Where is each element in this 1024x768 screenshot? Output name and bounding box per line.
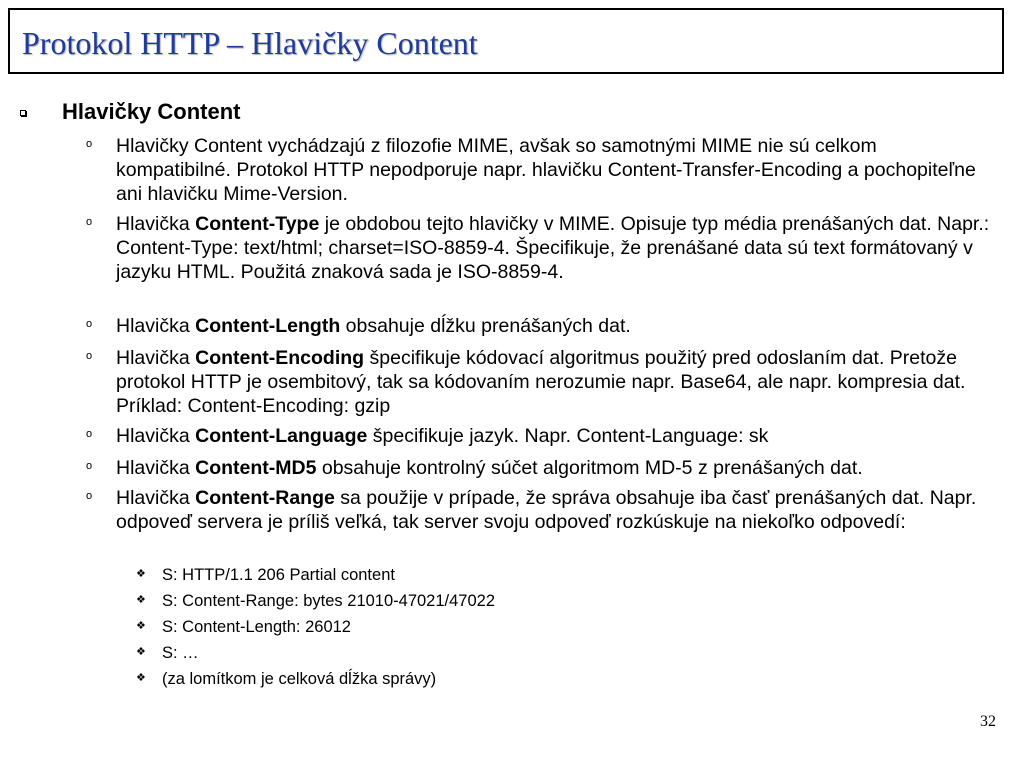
circle-bullet-icon: o [86,216,93,228]
diamond-bullet-icon: ❖ [136,620,146,632]
sub-item-text: (za lomítkom je celková dĺžka správy) [162,670,437,688]
item-text: sa použije v prípade, že správa obsahuje iba časť prenášaných dat. Napr. odpoveď servera je príliš veľká, tak server svoju odpoveď rozkúskuje na niekoľko odpovedí: [116,487,977,533]
sub-item-text: S: Content-Range: bytes 21010-47021/47022 [162,592,495,610]
header-term: Content-Type [195,213,320,235]
item-text: Hlavičky Content vychádzajú z filozofie MIME, avšak so samotnými MIME nie sú celkom kompatibilné. Protokol HTTP nepodporuje napr. hlavičku Content-Transfer-Encoding a pochopiteľne ani hlavičku Mime-Version. [116,135,976,205]
list-item-text [116,456,996,480]
item-prefix: Hlavička [116,425,190,447]
circle-bullet-icon: o [86,350,93,362]
circle-bullet-icon: o [86,428,93,440]
list-item-text [116,314,996,338]
slide-title: Protokol HTTP – Hlavičky Content [22,25,478,61]
item-text: špecifikuje kódovací algoritmus použitý pred odoslaním dat. Pretože protokol HTTP je osembitový, tak sa kódovaním nerozumie napr. Base64, ale napr. kompresia dat. Príklad: Content-Encoding: gzip [116,347,966,417]
diamond-bullet-icon: ❖ [136,646,146,658]
item-prefix: Hlavička [116,213,190,235]
circle-bullet-icon: o [86,490,93,502]
section-title: Hlavičky Content [62,99,241,124]
item-prefix: Hlavička [116,457,190,479]
square-bullet-icon [20,110,26,116]
list-item-text [116,424,996,448]
header-term: Content-Language [195,425,368,447]
header-term: Content-Range [195,487,335,509]
circle-bullet-icon: o [86,318,93,330]
sub-item-text: S: Content-Length: 26012 [162,618,351,636]
list-item-text [116,346,996,418]
item-text: obsahuje kontrolný súčet algoritmom MD-5 z prenášaných dat. [321,457,863,479]
header-term: Content-Length [195,315,341,337]
diamond-bullet-icon: ❖ [136,672,146,684]
header-term: Content-MD5 [195,457,317,479]
circle-bullet-icon: o [86,138,93,150]
list-item-text [116,134,996,206]
page-number: 32 [980,713,996,730]
sub-item-text: S: … [162,644,199,662]
item-text: je obdobou tejto hlavičky v MIME. Opisuje typ média prenášaných dat. Napr.: Content-Type: text/html; charset=ISO-8859-4. Špecifikuje, že prenášané data sú text formátovaný v jazyku HTML. Použitá znaková sada je ISO-8859-4. [116,213,990,283]
item-text: obsahuje dĺžku prenášaných dat. [345,315,631,337]
diamond-bullet-icon: ❖ [136,568,146,580]
header-term: Content-Encoding [195,347,365,369]
diamond-bullet-icon: ❖ [136,594,146,606]
item-prefix: Hlavička [116,487,190,509]
list-item-text [116,486,996,534]
title-box [8,8,1004,74]
item-text: špecifikuje jazyk. Napr. Content-Language: sk [372,425,769,447]
list-item-text [116,212,996,284]
item-prefix: Hlavička [116,315,190,337]
sub-item-text: S: HTTP/1.1 206 Partial content [162,566,395,584]
circle-bullet-icon: o [86,460,93,472]
item-prefix: Hlavička [116,347,190,369]
